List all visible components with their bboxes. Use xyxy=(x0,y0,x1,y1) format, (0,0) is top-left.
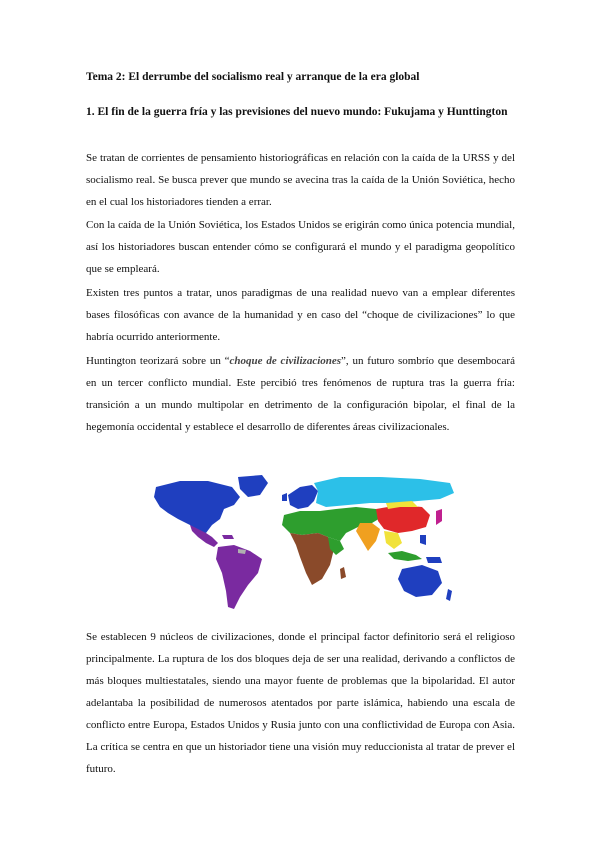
map-region-philippines xyxy=(420,535,426,545)
map-region-sinic xyxy=(376,505,430,533)
map-region-australia xyxy=(398,565,442,597)
paragraph-1: Se tratan de corrientes de pensamiento historiográficas en relación con la caída de la URSS y del socialismo real. Se busca prever que mundo se avecina tras la caída de la Unión Soviética, hecho en el cual los historiadores tienden a errar. xyxy=(86,152,515,208)
map-region-orthodox xyxy=(314,477,454,507)
map-region-hindu xyxy=(356,523,380,551)
paragraph-4-after: ”, un futuro sombrío que desembocará en un tercer conflicto mundial. Este percibió tres fenómenos de ruptura tras la guerra fría: transición a un mundo multipolar en detrimento de la configuración bipolar, el final de la hegemonía occidental y establece el desarrollo de diferentes áreas civilizacionales. xyxy=(86,355,515,433)
map-region-greenland xyxy=(238,475,268,497)
map-region-buddhist-south xyxy=(384,531,402,549)
map-region-western-europe xyxy=(288,485,318,509)
paragraph-4 xyxy=(86,350,515,438)
map-region-japanese xyxy=(436,509,442,525)
map-region-african xyxy=(290,533,334,585)
section-heading: 1. El fin de la guerra fría y las previsiones del nuevo mundo: Fukujama y Hunttington xyxy=(86,106,508,118)
map-region-new-guinea xyxy=(426,557,442,563)
paragraph-4-emphasis: choque de civilizaciones xyxy=(229,355,342,367)
civilizations-world-map xyxy=(150,473,460,613)
paragraph-2: Con la caída de la Unión Soviética, los Estados Unidos se erigirán como única potencia mundial, así los historiadores buscan entender cómo se configurará el mundo y el paradigma geopolítico que se empleará. xyxy=(86,219,515,275)
paragraph-5: Se establecen 9 núcleos de civilizaciones, donde el principal factor definitorio será el religioso principalmente. La ruptura de los dos bloques deja de ser una realidad, derivando a conflictos de más bloques multiestatales, siendo una mayor fuente de problemas que la bipolaridad. El autor adelantaba la posibilidad de numerosos atentados por parte islámica, habiendo una escala de conflicto entre Europa, Estados Unidos y Rusia junto con una conflictividad de Europa con Asia. La crítica se centra en que un historiador tiene una visión muy reduccionista al tratar de prever el futuro. xyxy=(86,631,515,775)
paragraph-3: Existen tres puntos a tratar, unos paradigmas de una realidad nuevo van a emplear diferentes bases filosóficas con avance de la humanidad y en caso del “choque de civilizaciones” lo que habría ocurrido anteriormente. xyxy=(86,287,515,343)
document-title: Tema 2: El derrumbe del socialismo real y arranque de la era global xyxy=(86,71,420,83)
map-region-new-zealand xyxy=(446,589,452,601)
map-region-indonesia xyxy=(388,551,422,561)
map-region-north-america xyxy=(154,481,240,533)
paragraph-4-before: Huntington teorizará sobre un “ xyxy=(86,355,230,367)
map-region-caribbean xyxy=(222,535,234,539)
map-region-south-america xyxy=(216,545,262,609)
map-region-madagascar xyxy=(340,567,346,579)
map-region-uk xyxy=(282,493,287,501)
